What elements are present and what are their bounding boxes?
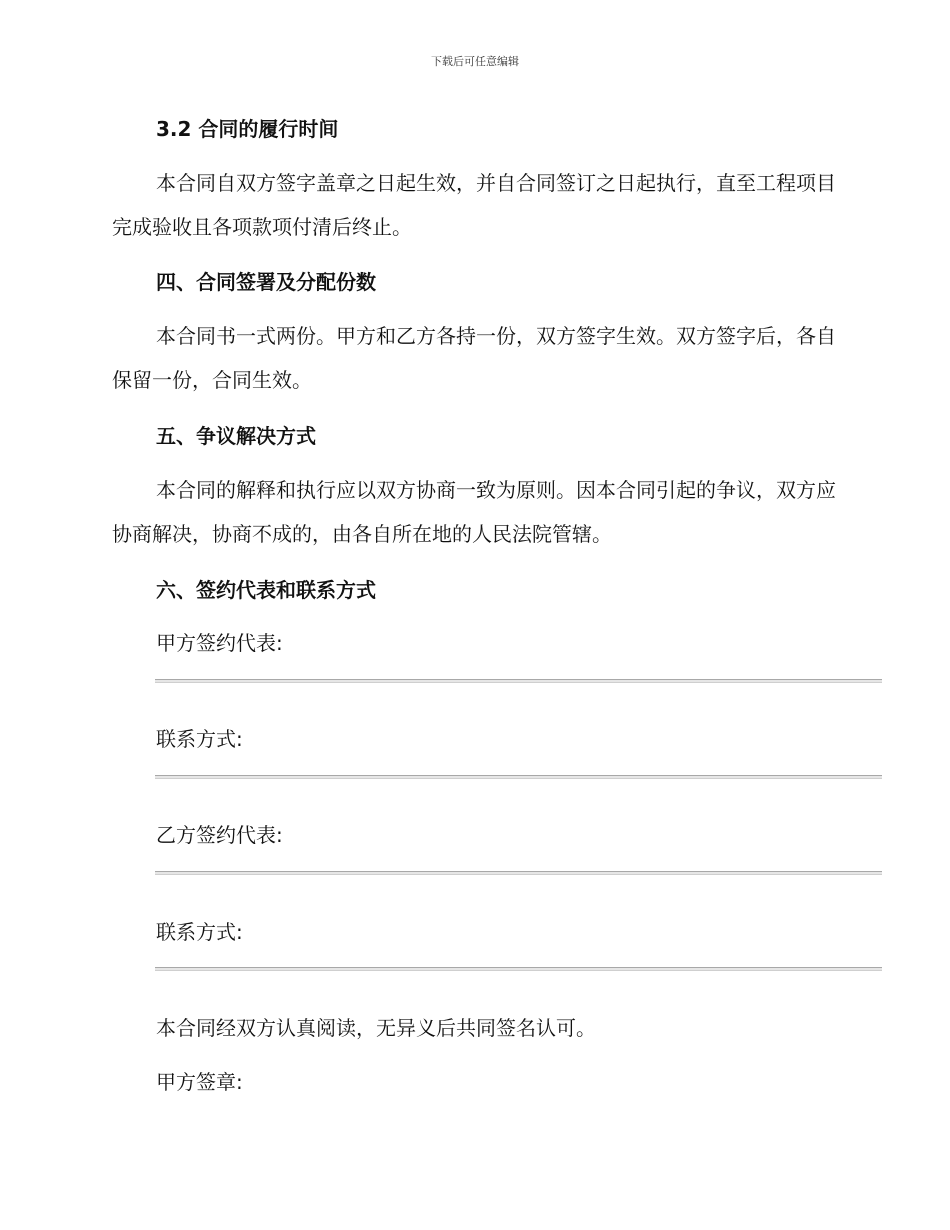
section-4-body: 本合同书一式两份。甲方和乙方各持一份，双方签字生效。双方签字后，各自保留一份，合同生效。	[112, 324, 836, 392]
section-5-heading: 五、争议解决方式	[156, 424, 316, 448]
party-a-contact-line	[155, 775, 882, 779]
closing-statement: 本合同经双方认真阅读，无异义后共同签名认可。	[156, 1016, 596, 1040]
party-b-representative-label: 乙方签约代表:	[156, 823, 283, 847]
party-a-representative-label: 甲方签约代表:	[156, 631, 283, 655]
party-b-contact-label: 联系方式:	[156, 920, 243, 944]
party-a-representative-line	[155, 679, 882, 683]
party-a-seal-label: 甲方签章:	[156, 1070, 243, 1094]
party-a-contact-label: 联系方式:	[156, 727, 243, 751]
section-4-heading: 四、合同签署及分配份数	[156, 270, 376, 294]
section-6-heading: 六、签约代表和联系方式	[156, 578, 376, 602]
party-b-representative-line	[155, 871, 882, 875]
section-3-2-body: 本合同自双方签字盖章之日起生效，并自合同签订之日起执行，直至工程项目完成验收且各项款项付清后终止。	[112, 171, 836, 239]
section-5-body: 本合同的解释和执行应以双方协商一致为原则。因本合同引起的争议，双方应协商解决，协商不成的，由各自所在地的人民法院管辖。	[112, 478, 836, 546]
section-3-2-heading: 3.2 合同的履行时间	[156, 117, 339, 141]
party-b-contact-line	[155, 967, 882, 971]
page-header-note: 下载后可任意编辑	[431, 55, 519, 68]
